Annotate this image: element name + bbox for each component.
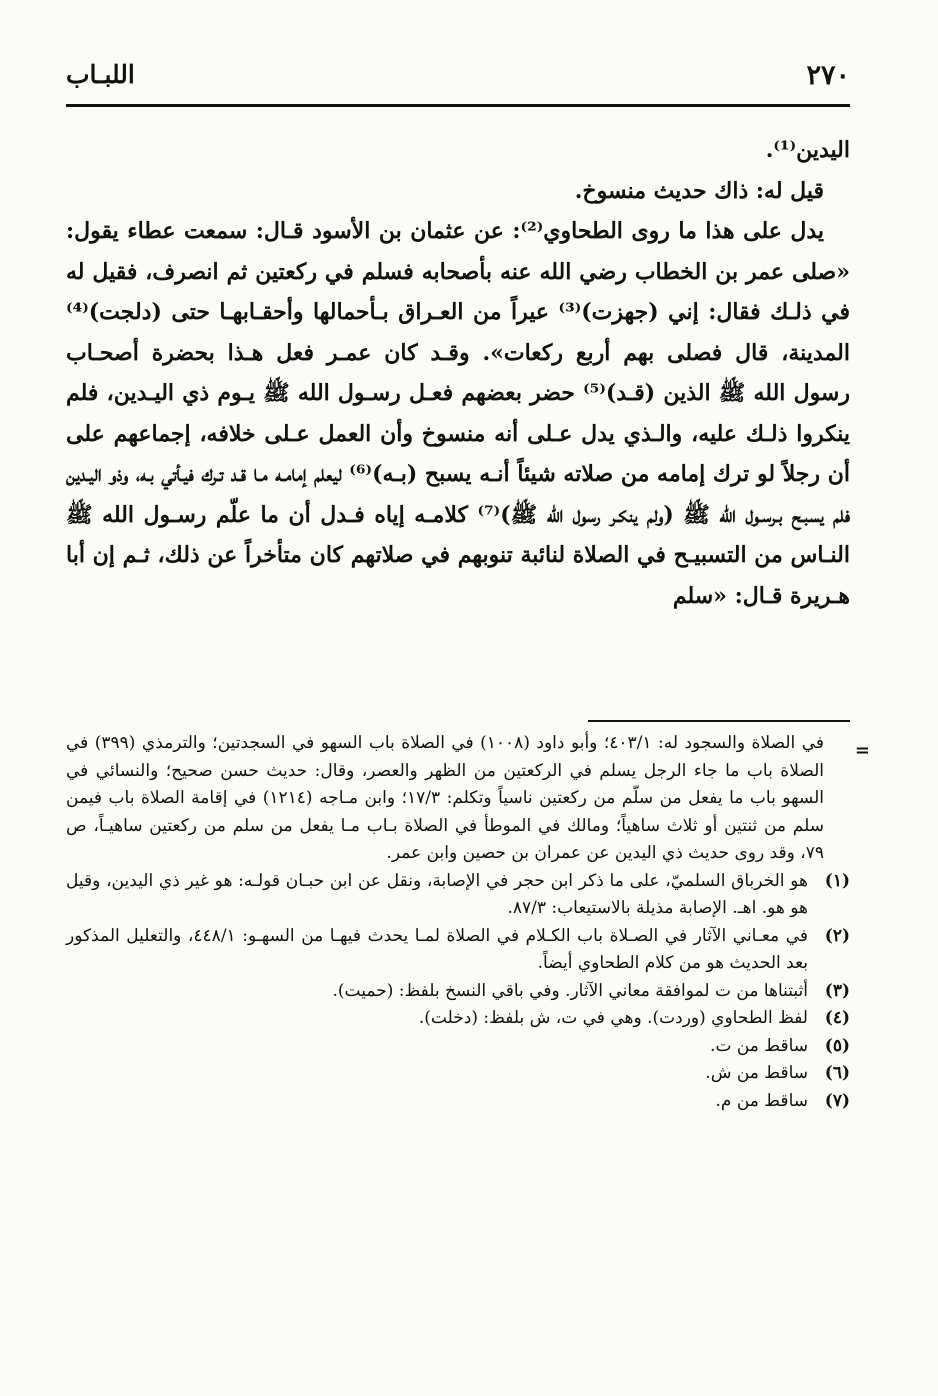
footnote-number: (٣): [824, 980, 850, 1001]
footnote-separator: [588, 720, 850, 722]
footnote-number: (٧): [824, 1090, 850, 1111]
footnote: [66, 1088, 850, 1116]
footnote: [66, 1005, 850, 1033]
footnote-text: ساقط من ش.: [705, 1063, 808, 1083]
page-header: [66, 60, 850, 100]
footnote-text: هو الخرباق السلميّ، على ما ذكر ابن حجر في الإصابة، ونقل عن ابن حبـان قولـه: هو غير ذي اليدين، وقيل هو هو. اهـ. الإصابة مذيلة بالاستيعاب: ٨٧/٣.: [66, 870, 808, 918]
footnote-text: ساقط من م.: [715, 1090, 808, 1111]
footnote-text: ساقط من ت.: [710, 1035, 808, 1056]
footnote: [66, 1033, 850, 1061]
footnote: [66, 1060, 850, 1088]
paragraph: يدل على هذا ما روى الطحاوي⁽²⁾: عن عثمان بن الأسود قـال: سمعت عطاء يقول: «صلى عمر بن الخطاب رضي الله عنه بأصحابه فسلم في ركعتين ثم انصرف، فقيل له في ذلـك فقال: إني (جهزت)⁽³⁾ عيراً من العـراق بـأحمالها وأحقـابهـا حتى (دلجت)⁽⁴⁾ المدينة، قال فصلى بهم أربع ركعات». وقـد كان عمـر فعل هـذا بحضرة أصحـاب رسول الله ﷺ الذين (قـد)⁽⁵⁾ حضر بعضهم فعـل رسـول الله ﷺ يـوم ذي اليـدين، فلم ينكروا ذلـك عليه، والـذي يدل عـلى أنه منسوخ وأن العمل عـلى خلافه، إجماعهم على أن رجلاً لو ترك إمامه من صلاته شيئاً أنـه يسبح (بـه)⁽⁶⁾ ليعلم إمامـه مـا قـد تـرك فيـأتي بـه، وذو اليـدين فلم يسبـح بـرسـول الله ﷺ (ولم ينكـر رسول الله ﷺ)⁽⁷⁾ كلامـه إياه فـدل أن ما علّم رسـول الله ﷺ النـاس من التسبيـح في الصلاة لنائبة تنوبهم في صلاتهم كان متأخراً عن ذلك، ثـم إن أبا هـريرة قـال: «سلم: [66, 218, 851, 609]
footnote-number: (١): [824, 870, 850, 891]
footnote-number: (٤): [824, 1008, 850, 1028]
footnote-text: أثبتناها من ت لموافقة معاني الآثار. وفي باقي النسخ بلفظ: (حميت).: [332, 980, 808, 1001]
page-number: ٢٧٠: [806, 60, 850, 91]
footnotes: [66, 730, 850, 1115]
footnote-continuation: في الصلاة والسجود له: ٤٠٣/١؛ وأبو داود (١٠٠٨) في الصلاة باب السهو في السجدتين؛ والترمذي (٣٩٩) في الصلاة باب ما جاء الرجل يسلم في الركعتين من الظهر والعصر، وقال: حديث حسن صحيح؛ والنسائي في السهو باب ما يفعل من سلّم من ركعتين ناسياً وتكلم: ١٧/٣؛ وابن مـاجه (١٢١٤) في إقامة الصلاة باب فيمن سلم من ثنتين أو ثلاث ساهياً؛ ومالك في الموطأ في الصلاة بـاب مـا يفعل من سلم من ركعتين ساهيـاً، ص ٧٩، وقد روى حديث ذي اليدين عن عمران بن حصين وابن عمر.: [66, 733, 824, 863]
paragraph: اليدين⁽¹⁾.: [765, 137, 850, 163]
footnote-number: (٦): [824, 1063, 850, 1083]
main-text: [66, 130, 850, 616]
running-title: اللبـاب: [66, 60, 135, 89]
continuation-marker: =: [854, 740, 870, 761]
footnote: [66, 923, 850, 978]
paragraph: قيل له: ذاك حديث منسوخ.: [574, 177, 824, 204]
footnote: [66, 868, 850, 923]
footnote-number: (٥): [824, 1035, 850, 1056]
footnote: [66, 978, 850, 1006]
footnote-text: في معـاني الآثار في الصـلاة باب الكـلام في الصلاة لمـا يحدث فيهـا من السهـو: ٤٤٨/١، والتعليل المذكور بعد الحديث هو من كلام الطحاوي أيضاً.: [66, 925, 809, 973]
header-rule: [66, 104, 850, 107]
footnote-text: لفظ الطحاوي (وردت). وهي في ت، ش بلفظ: (دخلت).: [418, 1008, 808, 1028]
footnote-number: (٢): [824, 925, 850, 946]
